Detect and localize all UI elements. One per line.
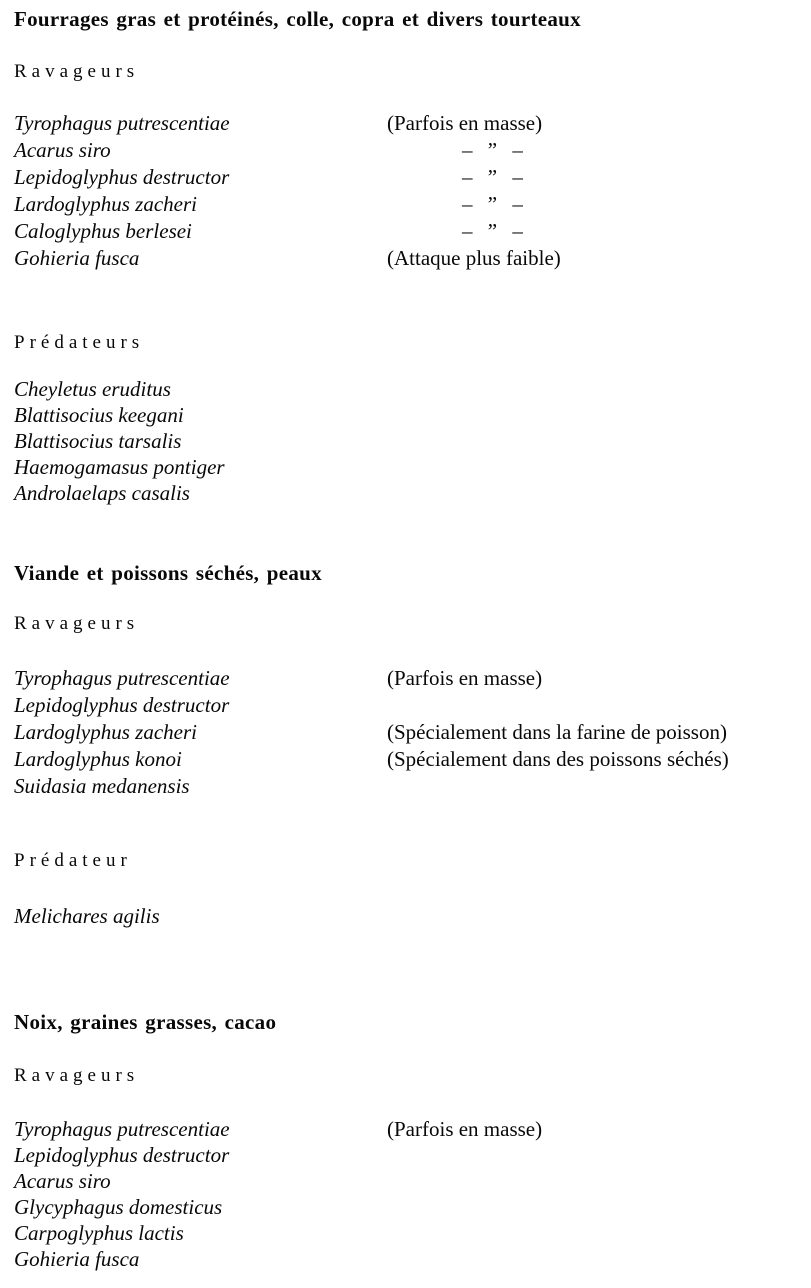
species-row: [14, 164, 811, 191]
species-row: [14, 1142, 811, 1168]
species-row: [14, 218, 811, 245]
ditto-mark: – ” –: [462, 165, 526, 189]
species-row: [14, 903, 811, 929]
species-note: (Spécialement dans la farine de poisson): [387, 720, 727, 744]
species-name: Lepidoglyphus destructor: [14, 1143, 230, 1167]
species-name: Acarus siro: [14, 1169, 111, 1193]
species-row: [14, 454, 811, 480]
species-list-fourrages-ravageurs: [14, 110, 811, 272]
ditto-mark: – ” –: [462, 192, 526, 216]
species-list-fourrages-predateurs: [14, 376, 811, 506]
section-heading-viande: Viande et poissons séchés, peaux: [14, 561, 322, 585]
species-row: [14, 110, 811, 137]
ditto-mark: – ” –: [462, 138, 526, 162]
species-name: Lepidoglyphus destructor: [14, 165, 230, 189]
species-row: [14, 665, 811, 692]
section-heading-noix: Noix, graines grasses, cacao: [14, 1010, 277, 1034]
species-note: (Parfois en masse): [387, 111, 543, 135]
species-name: Tyrophagus putrescentiae: [14, 1117, 230, 1141]
species-note: (Spécialement dans des poissons séchés): [387, 747, 729, 771]
group-label-predateurs-1: Prédateurs: [14, 332, 145, 353]
species-row: [14, 1246, 811, 1272]
species-name: Lardoglyphus konoi: [14, 747, 182, 771]
species-row: [14, 1220, 811, 1246]
species-name: Gohieria fusca: [14, 246, 140, 270]
species-name: Glycyphagus domesticus: [14, 1195, 223, 1219]
species-row: [14, 137, 811, 164]
group-label-ravageurs-2: Ravageurs: [14, 613, 140, 634]
species-name: Blattisocius keegani: [14, 403, 184, 427]
species-name: Suidasia medanensis: [14, 774, 190, 798]
species-name: Carpoglyphus lactis: [14, 1221, 184, 1245]
species-note: (Parfois en masse): [387, 1117, 543, 1141]
species-note: (Parfois en masse): [387, 666, 543, 690]
species-name: Lepidoglyphus destructor: [14, 693, 230, 717]
ditto-mark: – ” –: [462, 219, 526, 243]
species-name: Lardoglyphus zacheri: [14, 720, 197, 744]
species-name: Tyrophagus putrescentiae: [14, 111, 230, 135]
species-name: Gohieria fusca: [14, 1247, 140, 1271]
species-name: Androlaelaps casalis: [14, 481, 190, 505]
species-name: Lardoglyphus zacheri: [14, 192, 197, 216]
species-row: [14, 719, 811, 746]
group-label-ravageurs-1: Ravageurs: [14, 61, 140, 82]
species-row: [14, 191, 811, 218]
species-name: Caloglyphus berlesei: [14, 219, 192, 243]
species-row: [14, 245, 811, 272]
species-row: [14, 480, 811, 506]
species-list-viande-predateur: [14, 903, 811, 929]
group-label-ravageurs-3: Ravageurs: [14, 1065, 140, 1086]
group-label-predateur-2: Prédateur: [14, 850, 132, 871]
species-name: Cheyletus eruditus: [14, 377, 171, 401]
species-row: [14, 376, 811, 402]
species-row: [14, 1168, 811, 1194]
species-name: Acarus siro: [14, 138, 111, 162]
species-name: Melichares agilis: [14, 904, 160, 928]
species-row: [14, 773, 811, 800]
section-heading-fourrages: Fourrages gras et protéinés, colle, copra et divers tourteaux: [14, 7, 581, 31]
species-name: Blattisocius tarsalis: [14, 429, 182, 453]
species-list-noix-ravageurs: [14, 1116, 811, 1272]
species-row: [14, 402, 811, 428]
species-row: [14, 746, 811, 773]
species-list-viande-ravageurs: [14, 665, 811, 800]
species-row: [14, 428, 811, 454]
species-note: (Attaque plus faible): [387, 246, 561, 270]
species-row: [14, 692, 811, 719]
species-name: Tyrophagus putrescentiae: [14, 666, 230, 690]
species-name: Haemogamasus pontiger: [14, 455, 225, 479]
species-row: [14, 1116, 811, 1142]
species-row: [14, 1194, 811, 1220]
